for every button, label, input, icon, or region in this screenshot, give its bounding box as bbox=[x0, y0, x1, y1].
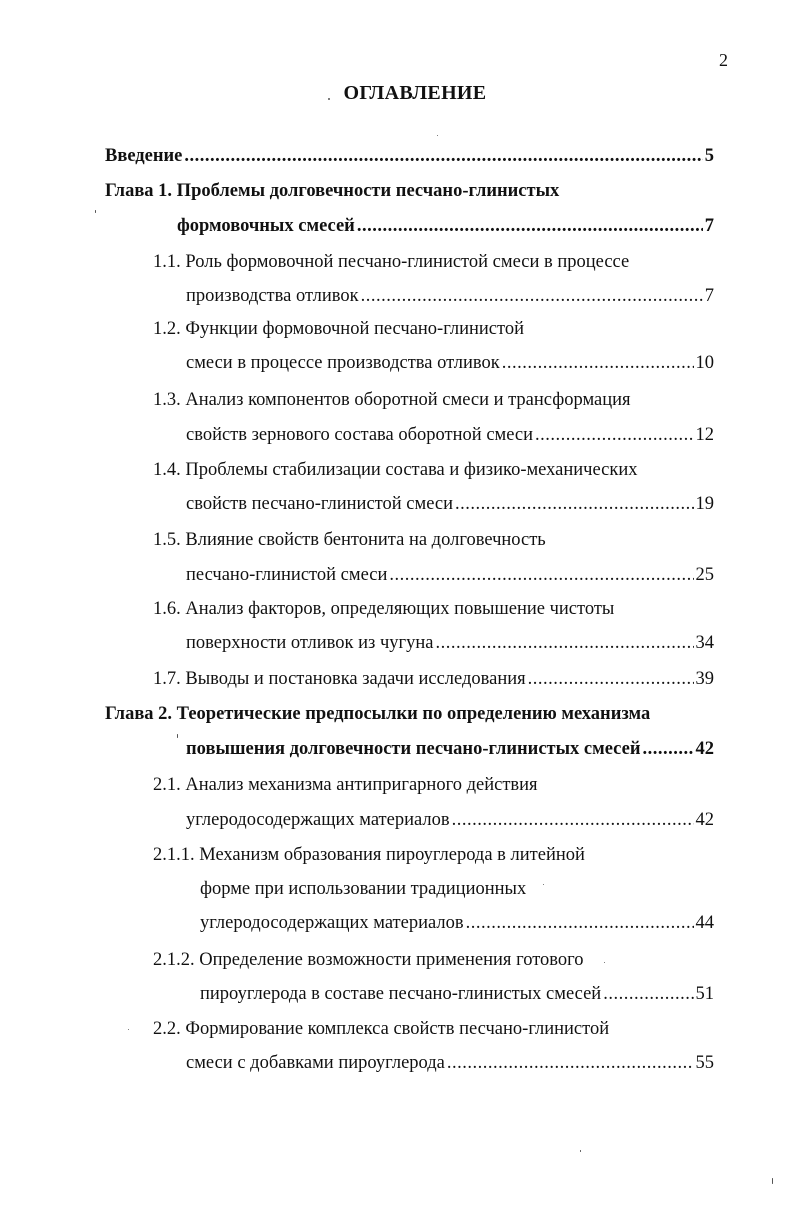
toc-page-number: 42 bbox=[695, 810, 714, 830]
toc-entry-label: 1.7. Выводы и постановка задачи исследования bbox=[153, 669, 526, 689]
toc-section-1-6-heading: 1.6. Анализ факторов, определяющих повышение чистоты bbox=[153, 599, 615, 619]
toc-section-1-3-entry bbox=[186, 425, 714, 451]
dot-leader bbox=[528, 669, 694, 690]
dot-leader bbox=[502, 353, 694, 374]
toc-entry-label: свойств песчано-глинистой смеси bbox=[186, 494, 453, 514]
scan-speck bbox=[128, 1029, 129, 1030]
dot-leader bbox=[184, 146, 702, 167]
toc-section-1-5-heading: 1.5. Влияние свойств бентонита на долговечность bbox=[153, 530, 546, 550]
toc-section-1-3-heading: 1.3. Анализ компонентов оборотной смеси и трансформация bbox=[153, 390, 631, 410]
toc-entry-label: смеси с добавками пироуглерода bbox=[186, 1053, 445, 1073]
dot-leader bbox=[535, 425, 693, 446]
dot-leader bbox=[452, 810, 694, 831]
toc-page-number: 7 bbox=[704, 216, 714, 236]
toc-section-1-2-entry bbox=[186, 353, 714, 379]
toc-page-number: 7 bbox=[704, 286, 714, 306]
toc-page-number: 25 bbox=[695, 565, 714, 585]
toc-entry-label: песчано-глинистой смеси bbox=[186, 565, 388, 585]
page-number: 2 bbox=[719, 50, 728, 70]
toc-page-number: 42 bbox=[695, 739, 714, 759]
toc-section-1-4-heading: 1.4. Проблемы стабилизации состава и физико-механических bbox=[153, 460, 638, 480]
toc-entry-label: Введение bbox=[105, 146, 183, 166]
scan-speck bbox=[580, 1150, 581, 1152]
toc-section-2-1-entry bbox=[186, 810, 714, 836]
scan-speck bbox=[772, 1178, 773, 1184]
toc-page-number: 12 bbox=[695, 425, 714, 445]
toc-subsection-2-1-1-heading: 2.1.1. Механизм образования пироуглерода в литейной bbox=[153, 845, 585, 865]
toc-chapter-2-entry bbox=[186, 739, 714, 765]
dot-leader bbox=[436, 633, 694, 654]
dot-leader bbox=[447, 1053, 694, 1074]
toc-entry-label: производства отливок bbox=[186, 286, 359, 306]
toc-page-number: 51 bbox=[695, 984, 714, 1004]
toc-page-number: 44 bbox=[695, 913, 714, 933]
toc-entry-intro bbox=[105, 146, 714, 172]
toc-section-1-2-heading: 1.2. Функции формовочной песчано-глинистой bbox=[153, 319, 525, 339]
toc-subsection-2-1-1-line2: форме при использовании традиционных bbox=[200, 879, 527, 899]
toc-subsection-2-1-2-entry bbox=[200, 984, 714, 1010]
dot-leader bbox=[361, 286, 703, 307]
dot-leader bbox=[455, 494, 694, 515]
toc-section-1-5-entry bbox=[186, 565, 714, 591]
dot-leader bbox=[357, 216, 703, 237]
dot-leader bbox=[603, 984, 693, 1005]
toc-section-2-2-entry bbox=[186, 1053, 714, 1079]
dot-leader bbox=[389, 565, 693, 586]
toc-page-number: 55 bbox=[695, 1053, 714, 1073]
toc-chapter-2-heading: Глава 2. Теоретические предпосылки по определению механизма bbox=[105, 704, 651, 724]
toc-section-2-2-heading: 2.2. Формирование комплекса свойств песчано-глинистой bbox=[153, 1019, 610, 1039]
toc-page-number: 34 bbox=[695, 633, 714, 653]
toc-entry-label: свойств зернового состава оборотной смеси bbox=[186, 425, 534, 445]
toc-entry-label: углеродосодержащих материалов bbox=[200, 913, 464, 933]
toc-chapter-1-heading: Глава 1. Проблемы долговечности песчано-глинистых bbox=[105, 181, 560, 201]
scan-speck bbox=[328, 98, 330, 100]
toc-subsection-2-1-2-heading: 2.1.2. Определение возможности применения готового bbox=[153, 950, 584, 970]
scan-speck bbox=[543, 884, 544, 885]
dot-leader bbox=[466, 913, 694, 934]
toc-section-1-4-entry bbox=[186, 494, 714, 520]
toc-section-1-6-entry bbox=[186, 633, 714, 659]
toc-entry-label: смеси в процессе производства отливок bbox=[186, 353, 500, 373]
toc-section-1-1-entry bbox=[186, 286, 714, 312]
scan-speck bbox=[437, 135, 438, 136]
page-title: ОГЛАВЛЕНИЕ bbox=[343, 82, 487, 104]
toc-page-number: 19 bbox=[695, 494, 714, 514]
toc-entry-label: углеродосодержащих материалов bbox=[186, 810, 450, 830]
scan-speck bbox=[604, 962, 605, 963]
toc-section-2-1-heading: 2.1. Анализ механизма антипригарного действия bbox=[153, 775, 538, 795]
toc-entry-label: формовочных смесей bbox=[177, 216, 355, 236]
toc-section-1-1-heading: 1.1. Роль формовочной песчано-глинистой смеси в процессе bbox=[153, 252, 630, 272]
scan-speck bbox=[177, 734, 178, 738]
toc-entry-label: поверхности отливок из чугуна bbox=[186, 633, 434, 653]
toc-chapter-1-entry bbox=[177, 216, 714, 242]
toc-subsection-2-1-1-entry bbox=[200, 913, 714, 939]
toc-entry-label: пироуглерода в составе песчано-глинистых смесей bbox=[200, 984, 602, 1004]
toc-page-number: 5 bbox=[704, 146, 714, 166]
toc-section-1-7-entry bbox=[153, 669, 714, 695]
dot-leader bbox=[643, 739, 694, 760]
scan-speck bbox=[95, 210, 96, 213]
toc-entry-label: повышения долговечности песчано-глинистых смесей bbox=[186, 739, 641, 759]
toc-page-number: 10 bbox=[695, 353, 714, 373]
toc-page-number: 39 bbox=[695, 669, 714, 689]
